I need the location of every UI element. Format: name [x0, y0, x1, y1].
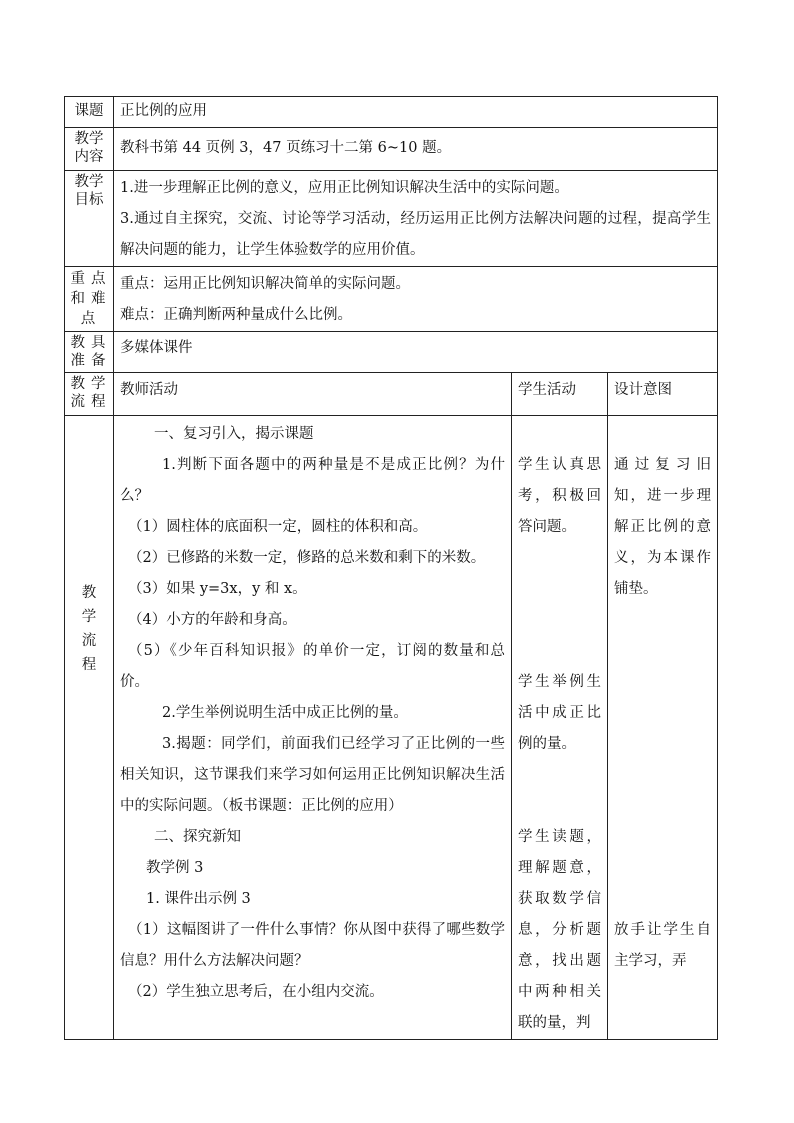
review-question-1: 1.判断下面各题中的两种量是不是成正比例？为什么？ — [120, 457, 505, 504]
example-step-1-discuss: （2）学生独立思考后，在小组内交流。 — [128, 984, 384, 1000]
row-content — [65, 128, 718, 171]
goal-1: 1.进一步理解正比例的意义，应用正比例知识解决生活中的实际问题。 — [120, 180, 569, 196]
section-review: 一、复习引入，揭示课题 — [154, 426, 314, 442]
example-step-1-q: （1）这幅图讲了一件什么事情？你从图中获得了哪些数学信息？用什么方法解决问题？ — [120, 922, 505, 969]
teacher-activity-header: 教师活动 — [114, 373, 512, 416]
section-explore: 二、探究新知 — [154, 829, 241, 845]
review-item-2: （2）已修路的米数一定，修路的总米数和剩下的米数。 — [128, 550, 486, 566]
design-intent-2: 放手让学生自主学习，弄 — [614, 922, 712, 969]
content-label: 教学 内容 — [65, 128, 114, 171]
prep-label: 教具 准备 — [65, 332, 114, 373]
review-question-3: 3.揭题：同学们，前面我们已经学习了正比例的一些相关知识，这节课我们来学习如何运用正比例知识解决生活中的实际问题。（板书课题：正比例的应用） — [120, 736, 505, 814]
example-title: 教学例 3 — [146, 860, 204, 876]
key-point: 重点：运用正比例知识解决简单的实际问题。 — [120, 276, 410, 292]
review-item-4: （4）小方的年龄和身高。 — [128, 612, 297, 628]
design-intent-1: 通过复习旧知，进一步理解正比例的意义，为本课作铺垫。 — [614, 457, 712, 597]
example-step-1: 1. 课件出示例 3 — [146, 891, 251, 907]
prep-value: 多媒体课件 — [114, 332, 718, 373]
row-topic — [65, 97, 718, 128]
content-value: 教科书第 44 页例 3，47 页练习十二第 6~10 题。 — [114, 128, 718, 171]
flow-label: 教 学 流 程 — [65, 416, 114, 1040]
row-prep — [65, 332, 718, 373]
review-item-5: （5）《少年百科知识报》的单价一定，订阅的数量和总价。 — [120, 643, 505, 690]
review-question-2: 2.学生举例说明生活中成正比例的量。 — [162, 705, 408, 721]
student-activity-1: 学生认真思考，积极回答问题。 — [518, 457, 601, 535]
difficult-point: 难点：正确判断两种量成什么比例。 — [120, 307, 352, 323]
row-goals — [65, 171, 718, 267]
review-item-3: （3）如果 y=3x，y 和 x。 — [128, 581, 307, 597]
student-activity-3: 学生读题，理解题意，获取数学信息，分析题意，找出题中两种相关联的量，判 — [518, 829, 601, 1031]
goals-label: 教学 目标 — [65, 171, 114, 267]
student-activity-cell — [512, 416, 608, 1040]
goal-2: 3.通过自主探究，交流、讨论等学习活动，经历运用正比例方法解决问题的过程，提高学生解决问题的能力，让学生体验数学的应用价值。 — [120, 211, 712, 258]
flow-header-label: 教学 流程 — [65, 373, 114, 416]
topic-label: 课题 — [65, 97, 114, 128]
student-activity-header: 学生活动 — [512, 373, 608, 416]
row-flow-body — [65, 416, 718, 1040]
review-item-1: （1）圆柱体的底面积一定，圆柱的体积和高。 — [128, 519, 428, 535]
design-intent-header: 设计意图 — [608, 373, 718, 416]
student-activity-2: 学生举例生活中成正比例的量。 — [518, 674, 601, 752]
goals-value — [114, 171, 718, 267]
key-points-label: 重点 和难 点 — [65, 267, 114, 332]
key-points-value — [114, 267, 718, 332]
lesson-plan-table — [64, 96, 718, 1040]
teacher-activity-cell — [114, 416, 512, 1040]
design-intent-cell — [608, 416, 718, 1040]
row-flow-header — [65, 373, 718, 416]
topic-value: 正比例的应用 — [114, 97, 718, 128]
row-key-points — [65, 267, 718, 332]
